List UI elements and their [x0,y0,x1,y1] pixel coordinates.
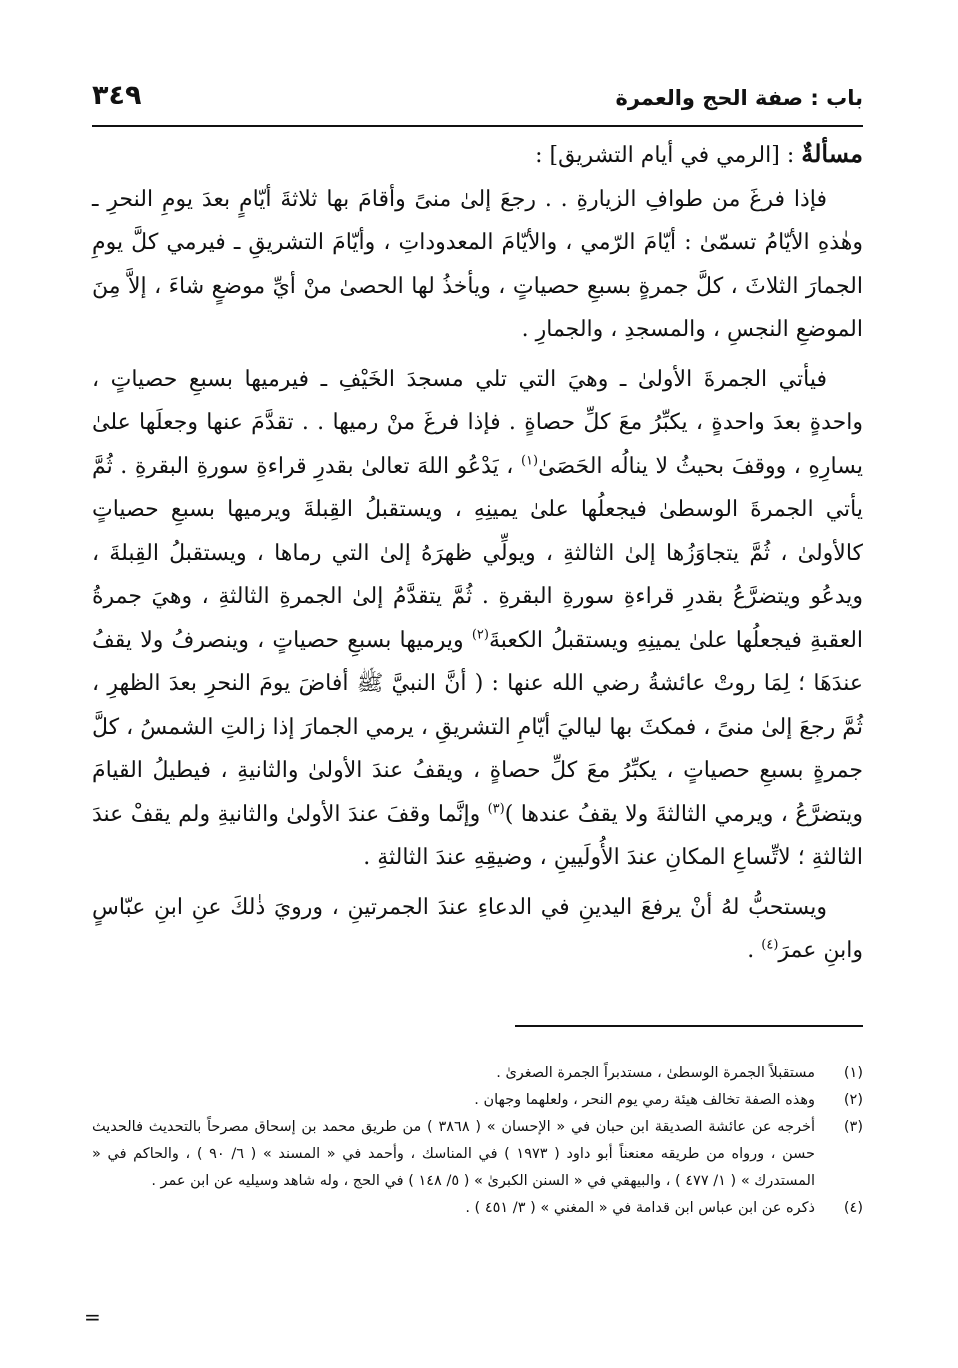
paragraph-1 [92,178,863,352]
paragraph-1-text: فإذا فرغَ من طوافِ الزيارةِ . . رجعَ إلىٰ منىً وأقامَ بها ثلاثةَ أيّامٍ بعدَ يومِ النحرِ ـ وهٰذهِ الأيّامُ تسمّىٰ : أيّامَ الرّمي ، والأيّامَ المعدوداتِ ، وأيّامَ التشريقِ ـ فيرمي كلَّ يومِ الجمارَ الثلاثَ ، كلَّ جمرةٍ بسبعِ حصياتٍ ، ويأخذُ لها الحصىٰ منْ أيِّ موضعٍ شاءَ ، إلاَّ مِنَ الموضعِ النجسِ ، والمسجدِ ، والجمارِ . [92,186,863,342]
footnote-marker-1: (١) [520,453,539,469]
paragraph-3 [92,886,863,973]
running-title: باب : صفة الحج والعمرة [615,86,863,110]
footnote-number: (٢) [843,1092,863,1108]
paragraph-2-text-a: فيأتي الجمرةَ الأولىٰ ـ وهيَ التي تلي مسجدَ الخَيْفِ ـ فيرميها بسبعِ حصياتٍ ، واحدةٍ بعدَ واحدةٍ ، يكبِّرُ معَ كلِّ حصاةٍ . فإذا فرغَ منْ رميها . . تقدَّمَ عنها وجعلَها علىٰ يسارِهِ ، ووقفَ بحيثُ لا ينالُه الحَصَىٰ [92,366,863,479]
footnote-divider [515,1025,863,1027]
footnote-text: مستقبلاً الجمرة الوسطىٰ ، مستدبراً الجمرة الصغرىٰ . [496,1065,815,1081]
paragraph-2-text-d: وإنَّما وقفَ عندَ الأولىٰ والثانيةِ ولم يقفْ عندَ الثالثةِ ؛ لاتِّساعِ المكانِ عندَ الأُولَيينِ ، وضيقِهِ عندَ الثالثةِ . [92,801,863,870]
footnote-item [92,1114,863,1195]
footnote-number: (٣) [843,1119,863,1135]
footnote-marker-2: (٢) [471,627,489,643]
paragraph-2-text-c: ويرميها بسبعِ حصياتٍ ، وينصرفُ ولا يقفُ عندَهَا ؛ لِمَا روتْ عائشةُ رضي الله عنها : ( أنَّ النبيَّ ﷺ أفاضَ يومَ النحرِ بعدَ الظهرِ ، ثُمَّ رجعَ إلىٰ منىً ، فمكثَ بها لياليَ أيّامِ التشريقِ ، يرمي الجمارَ إذا زالتِ الشمسُ ، كلَّ جمرةٍ بسبعِ حصياتٍ ، يكبِّرُ معَ كلِّ حصاةٍ ، ويقفُ عندَ الأولىٰ والثانيةِ ، فيطيلُ القيامَ ويتضرَّعُ ، ويرمي الثالثةَ ولا يقفُ عندها ) [92,627,863,827]
footnote-number: (٤) [843,1200,863,1216]
continuation-mark: = [84,1305,101,1329]
paragraph-2 [92,358,863,880]
footnote-item [92,1060,863,1087]
footnote-marker-3: (٣) [487,801,505,817]
footnotes [92,1060,863,1222]
paragraph-3-text-a: ويستحبُّ لهُ أنْ يرفعَ اليدينِ في الدعاءِ عندَ الجمرتينِ ، ورويَ ذٰلكَ عنِ ابنِ عبّاسٍ وابنِ عمرَ [92,894,863,963]
footnote-item [92,1195,863,1222]
footnote-text: وهذه الصفة تخالف هيئة رمي يوم النحر ، ولعلهما وجهان . [474,1092,815,1108]
paragraph-2-text-b: ، يَدْعُو اللهَ تعالىٰ بقدرِ قراءةِ سورةِ البقرةِ . ثُمَّ يأتي الجمرةَ الوسطىٰ فيجعلُها علىٰ يمينِهِ ، ويستقبلُ القِبلةَ ويرميها بسبعِ حصياتٍ كالأولىٰ ، ثُمَّ يتجاوَزُها إلىٰ الثالثةِ ، ويولِّي ظهرَهُ إلىٰ التي رماها ، ويستقبلُ القِبلةَ ، ويدعُو ويتضرَّعُ بقدرِ قراءةِ سورةِ البقرةِ . ثُمَّ يتقدَّمُ إلىٰ الجمرةِ الثالثةِ ، وهيَ جمرةُ العقبةِ فيجعلُها علىٰ يمينِهِ ويستقبلُ الكعبةَ [92,453,864,653]
footnote-text: ذكره عن ابن عباس ابن قدامة في « المغني » ( ٣/ ٤٥١ ) . [465,1200,815,1216]
page-header [92,78,863,122]
page-number: ٣٤٩ [92,80,142,111]
footnote-number: (١) [843,1065,863,1081]
paragraph-3-text-b: . [747,938,762,963]
footnote-item [92,1087,863,1114]
header-divider [92,125,863,127]
masala-title: : [الرمي في أيام التشريق] : [535,143,802,168]
footnote-text: أخرجه عن عائشة الصديقة ابن حبان في « الإحسان » ( ٣٨٦٨ ) من طريق محمد بن إسحاق مصرحاً بالتحديث فالحديث حسن ، ورواه من طريقه معنعناً أبو داود ( ١٩٧٣ ) في المناسك ، وأحمد في « المسند » ( ٦/ ٩٠ ) ، والحاكم في « المستدرك » ( ١/ ٤٧٧ ) ، والبيهقي في « السنن الكبرىٰ » ( ٥/ ١٤٨ ) في الحج ، وله شاهد وسيليه عن ابن عمر . [92,1119,816,1189]
masala-label: مسألةٌ [801,139,863,168]
footnote-marker-4: (٤) [761,937,779,953]
main-text [92,132,863,979]
masala-heading [92,132,863,178]
